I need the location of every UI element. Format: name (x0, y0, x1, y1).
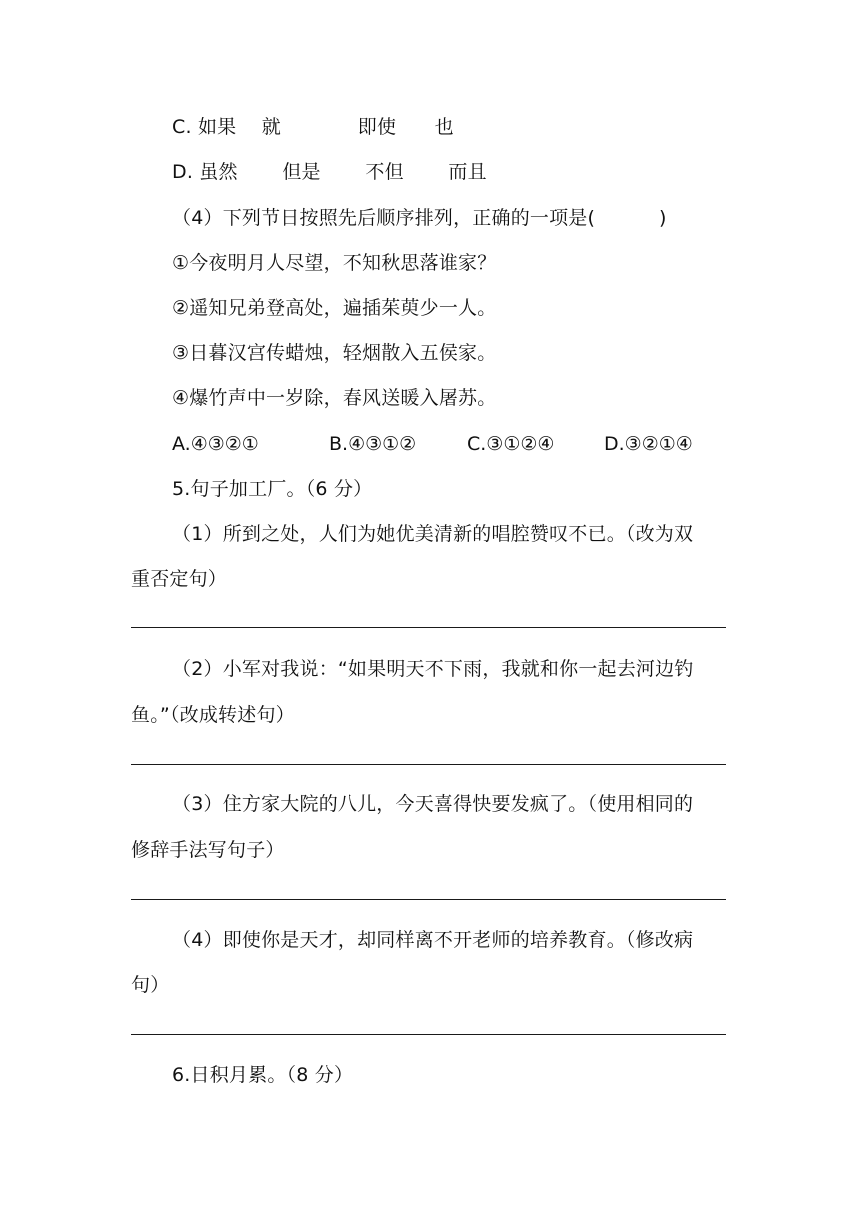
q5-item-2-line-2: 鱼。”（改成转述句） (131, 704, 295, 726)
q5-item-4-line-1: （4）即使你是天才，却同样离不开老师的培养教育。（修改病 (172, 929, 694, 951)
answer-blank-1[interactable] (131, 627, 726, 628)
q5-item-3-line-1: （3）住方家大院的八儿，今天喜得快要发疯了。（使用相同的 (172, 793, 694, 815)
q5-item-3-line-2: 修辞手法写句子） (131, 839, 285, 861)
poem-line-2: ②遥知兄弟登高处，遍插茱萸少一人。 (172, 297, 497, 319)
q5-item-2-line-1: （2）小军对我说：“如果明天不下雨，我就和你一起去河边钓 (172, 658, 694, 680)
q4-option-b: B.④③①② (329, 433, 417, 455)
answer-blank-2[interactable] (131, 764, 726, 765)
answer-blank-3[interactable] (131, 899, 726, 900)
question-6-title: 6.日积月累。（8 分） (172, 1064, 354, 1086)
q4-option-a: A.④③②① (172, 433, 259, 455)
q5-item-1-line-2: 重否定句） (131, 568, 228, 590)
q4-option-c: C.③①②④ (467, 433, 555, 455)
option-d-row: D. 虽然 但是 不但 而且 (172, 161, 487, 183)
q5-item-1-line-1: （1）所到之处，人们为她优美清新的唱腔赞叹不已。（改为双 (172, 523, 694, 545)
poem-line-3: ③日暮汉宫传蜡烛，轻烟散入五侯家。 (172, 342, 497, 364)
poem-line-4: ④爆竹声中一岁除，春风送暖入屠苏。 (172, 387, 497, 409)
question-4-stem: （4）下列节日按照先后顺序排列，正确的一项是( ) (172, 207, 667, 229)
q4-option-d: D.③②①④ (604, 433, 693, 455)
q5-item-4-line-2: 句） (131, 974, 170, 996)
option-c-row: C. 如果 就 即使 也 (172, 116, 454, 138)
answer-blank-4[interactable] (131, 1034, 726, 1035)
poem-line-1: ①今夜明月人尽望，不知秋思落谁家？ (172, 252, 497, 274)
question-5-title: 5.句子加工厂。（6 分） (172, 478, 373, 500)
